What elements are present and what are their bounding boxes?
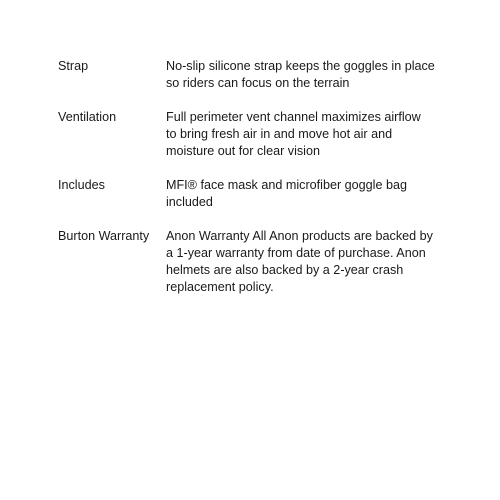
spec-label: Strap xyxy=(58,59,89,73)
spec-row-includes xyxy=(58,177,458,211)
spec-value: No-slip silicone strap keeps the goggles in place so riders can focus on the terrain xyxy=(166,59,435,90)
spec-row-ventilation xyxy=(58,109,458,160)
spec-value: Anon Warranty All Anon products are backed by a 1-year warranty from date of purchase. Anon helmets are also backed by a 2-year crash replacement policy. xyxy=(166,229,433,294)
spec-label: Burton Warranty xyxy=(58,229,150,243)
spec-row-strap xyxy=(58,58,458,92)
spec-row-warranty xyxy=(58,228,458,296)
spec-label: Includes xyxy=(58,178,105,192)
spec-value: Full perimeter vent channel maximizes airflow to bring fresh air in and move hot air and moisture out for clear vision xyxy=(166,110,421,158)
spec-value: MFI® face mask and microfiber goggle bag included xyxy=(166,178,407,209)
spec-label: Ventilation xyxy=(58,110,117,124)
